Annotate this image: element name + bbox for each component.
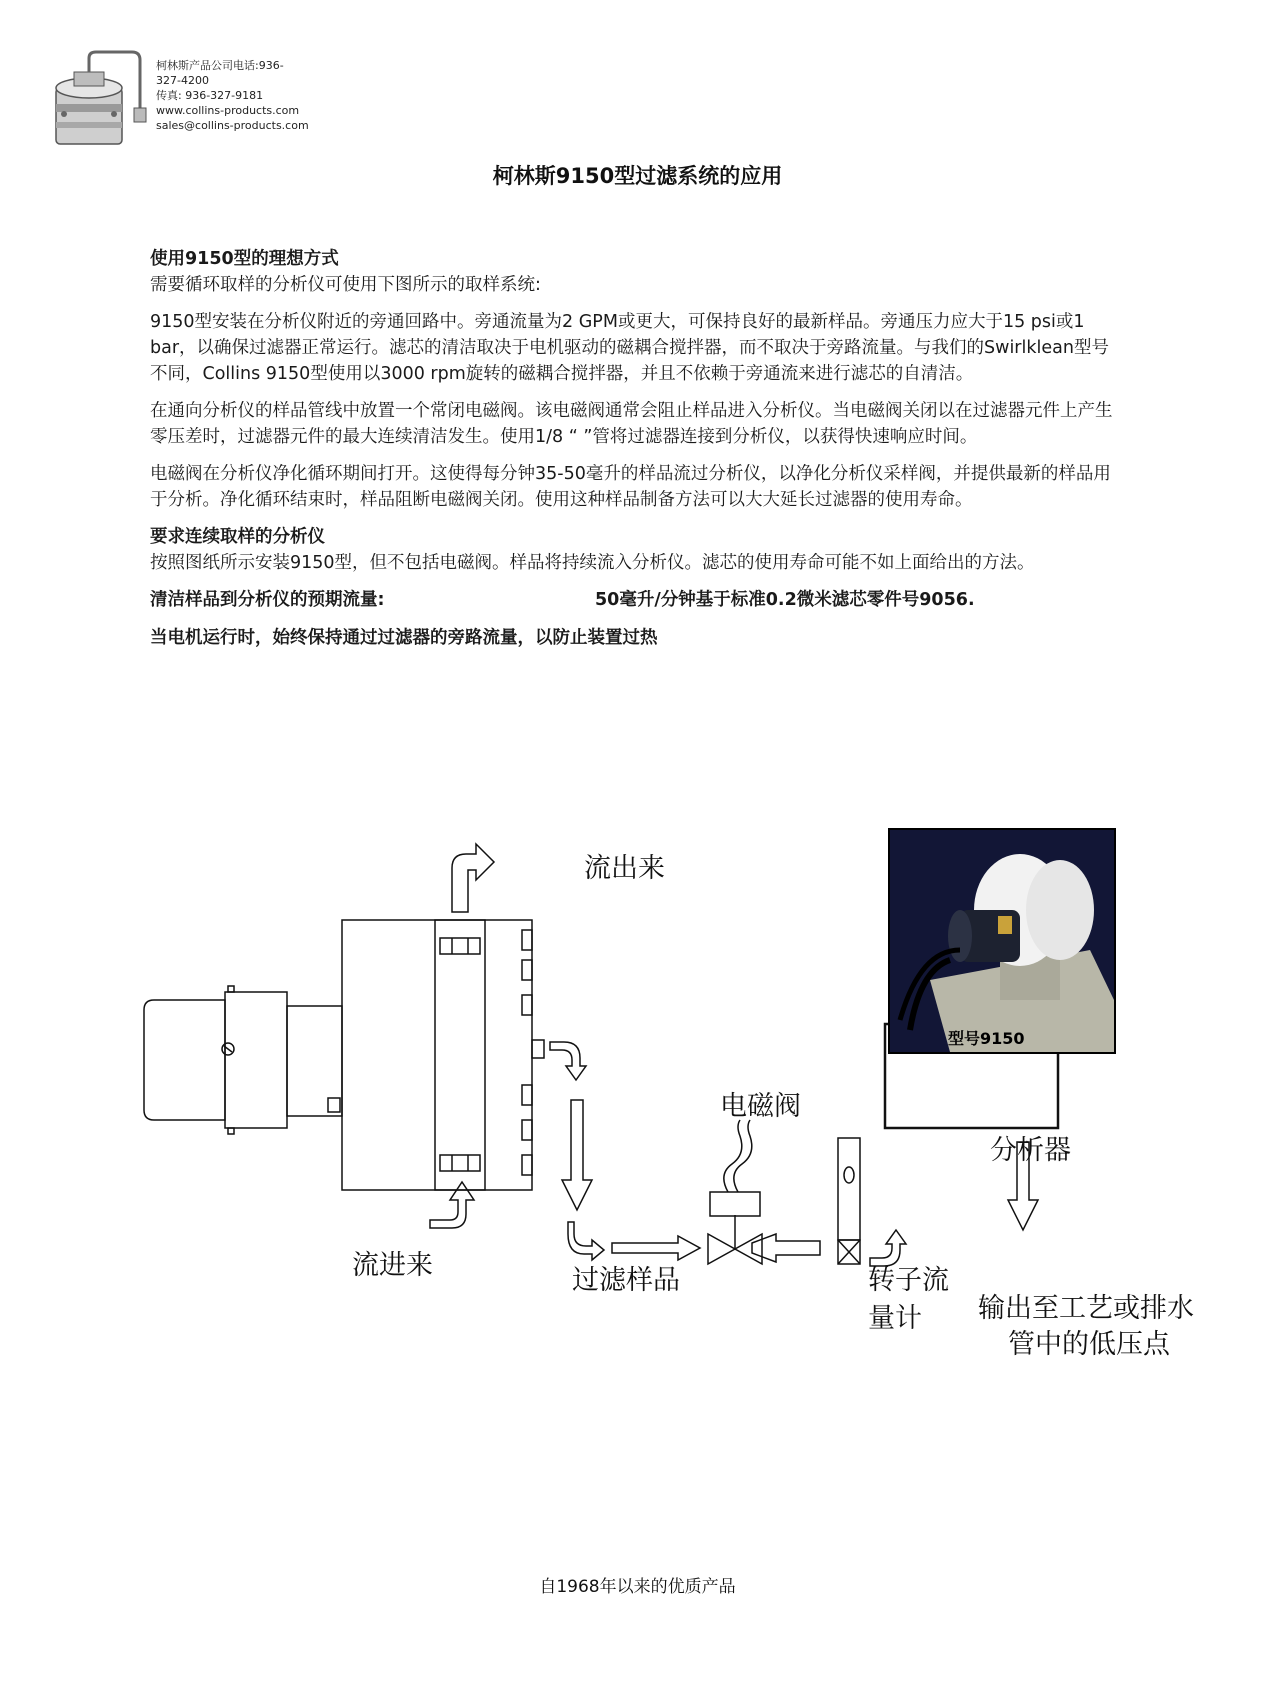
section-heading-continuous: 要求连续取样的分析仪 xyxy=(150,527,325,547)
section-heading-ideal-use: 使用9150型的理想方式 xyxy=(150,249,339,269)
filtered-sample-arrow xyxy=(568,1222,604,1260)
to-valve-arrow xyxy=(612,1236,700,1260)
outflow-arrow xyxy=(452,844,494,912)
paragraph-purge: 电磁阀在分析仪净化循环期间打开。这使得每分钟35-50毫升的样品流过分析仪，以净化分析仪采样阀，并提供最新的样品用于分析。净化循环结束时，样品阻断电磁阀关闭。使用这种样品制备方法可以大大延长过滤器的使用寿命。 xyxy=(150,464,1111,510)
solenoid-valve-label: 电磁阀 xyxy=(720,1091,801,1122)
document-body xyxy=(150,246,1120,651)
inflow-label: 流进来 xyxy=(352,1250,433,1281)
sample-down-arrow xyxy=(562,1100,592,1210)
output-label-line1: 输出至工艺或排水 xyxy=(978,1293,1194,1324)
contact-phone: 柯林斯产品公司电话:936- xyxy=(156,59,284,72)
motor xyxy=(144,986,342,1134)
flow-rate-value: 50毫升/分钟基于标准0.2微米滤芯零件号9056. xyxy=(595,590,975,610)
inflow-arrow xyxy=(430,1182,474,1228)
contact-website[interactable]: www.collins-products.com xyxy=(156,104,300,117)
rotameter-symbol xyxy=(838,1138,860,1264)
page-title: 柯林斯9150型过滤系统的应用 xyxy=(492,164,783,188)
flow-rate-line xyxy=(150,587,1120,613)
contact-fax: 传真: 936-327-9181 xyxy=(156,89,264,102)
paragraph-solenoid: 在通向分析仪的样品管线中放置一个常闭电磁阀。该电磁阀通常会阻止样品进入分析仪。当电磁阀关闭以在过滤器元件上产生零压差时，过滤器元件的最大连续清洁发生。使用1/8 “ ”管将过滤器连接到分析仪，以获得快速响应时间。 xyxy=(150,401,1113,447)
contact-email[interactable]: sales@collins-products.com xyxy=(156,119,309,132)
section-intro: 需要循环取样的分析仪可使用下图所示的取样系统: xyxy=(150,275,541,295)
rotameter-label-line2: 量计 xyxy=(868,1303,922,1334)
sample-outlet-arrow xyxy=(550,1042,586,1080)
contact-phone-cont: 327-4200 xyxy=(156,74,209,87)
photo-caption: 型号9150 xyxy=(948,1029,1025,1048)
filter-housing xyxy=(342,920,544,1190)
collins-filter-logo xyxy=(52,48,152,150)
contact-info xyxy=(156,58,316,133)
flow-rate-label: 清洁样品到分析仪的预期流量: xyxy=(150,590,385,610)
filtered-sample-label: 过滤样品 xyxy=(572,1265,680,1296)
output-label-line2: 管中的低压点 xyxy=(1008,1329,1170,1360)
analyzer-label: 分析器 xyxy=(990,1135,1071,1166)
footer-tagline: 自1968年以来的优质产品 xyxy=(539,1577,736,1597)
outflow-label: 流出来 xyxy=(584,853,665,884)
paragraph-continuous: 按照图纸所示安装9150型，但不包括电磁阀。样品将持续流入分析仪。滤芯的使用寿命可能不如上面给出的方法。 xyxy=(150,553,1035,573)
warning-text: 当电机运行时，始终保持通过过滤器的旁路流量，以防止装置过热 xyxy=(150,628,658,648)
model-9150-image xyxy=(890,830,1114,1052)
product-photo xyxy=(888,828,1116,1054)
rotameter-label-line1: 转子流 xyxy=(868,1265,949,1296)
paragraph-bypass: 9150型安装在分析仪附近的旁通回路中。旁通流量为2 GPM或更大，可保持良好的最新样品。旁通压力应大于15 psi或1 bar，以确保过滤器正常运行。滤芯的清洁取决于电机驱动的磁耦合搅拌器，而不取决于旁路流量。与我们的Swirlklean型号不同，Collins 9150型使用以3000 rpm旋转的磁耦合搅拌器，并且不依赖于旁通流来进行滤芯的自清洁。 xyxy=(150,312,1109,384)
